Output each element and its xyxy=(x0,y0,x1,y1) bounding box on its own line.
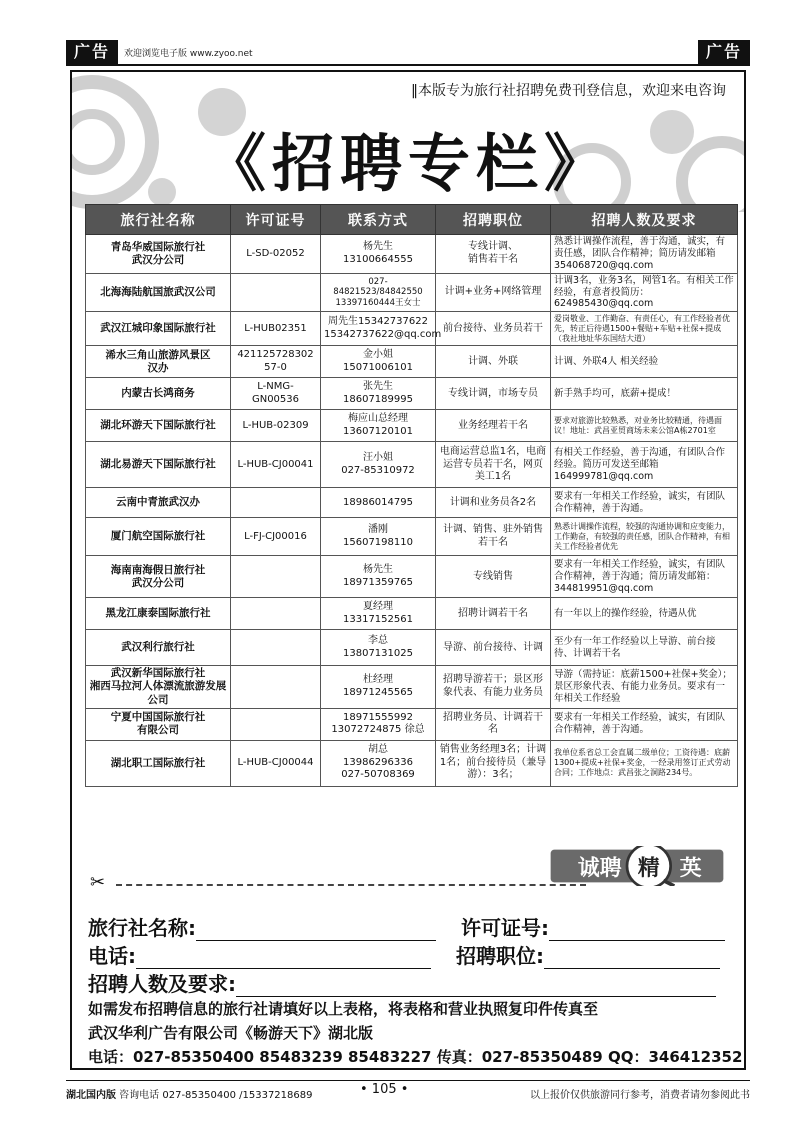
cut-line xyxy=(116,884,586,886)
cell-license: L-NMG-GN00536 xyxy=(231,378,321,410)
cell-contact: 027-84821523/84842550 13397160444王女士 xyxy=(321,273,436,312)
job-table xyxy=(85,204,738,787)
cell-name: 黑龙江康泰国际旅行社 xyxy=(86,598,231,630)
cell-name: 海南南海假日旅行社 武汉分公司 xyxy=(86,556,231,598)
ad-tag-left: 广告 xyxy=(66,40,118,64)
table-row xyxy=(86,273,738,312)
cell-license: L-HUB-CJ00041 xyxy=(231,442,321,488)
info-line-2: 武汉华利广告有限公司《畅游天下》湖北版 xyxy=(88,1024,374,1042)
cell-contact: 周先生15342737622 15342737622@qq.com xyxy=(321,312,436,346)
form-phone-field[interactable] xyxy=(136,951,431,969)
elite-badge-mid: 精 xyxy=(637,856,660,882)
cell-position: 专线销售 xyxy=(436,556,551,598)
cell-name: 宁夏中国国际旅行社 有限公司 xyxy=(86,708,231,740)
scissors-icon: ✂ xyxy=(90,872,106,893)
cell-license: L-HUB-02309 xyxy=(231,410,321,442)
cell-requirements: 熟悉计调操作流程，善于沟通，诚实，有责任感，团队合作精神；简历请发邮箱354068720@qq.com xyxy=(551,235,738,274)
table-row xyxy=(86,378,738,410)
form-req-label: 招聘人数及要求: xyxy=(88,972,236,996)
cell-position: 业务经理若干名 xyxy=(436,410,551,442)
footer-phone: 咨询电话 027-85350400 /15337218689 xyxy=(116,1090,313,1101)
cell-requirements: 要求有一年相关工作经验，诚实，有团队合作精神，善于沟通。 xyxy=(551,708,738,740)
cell-name: 武汉江城印象国际旅行社 xyxy=(86,312,231,346)
cell-position: 招聘计调若干名 xyxy=(436,598,551,630)
info-line-1: 如需发布招聘信息的旅行社请填好以上表格，将表格和营业执照复印件传真至 xyxy=(88,1000,599,1018)
cell-requirements: 要求对旅游比较熟悉，对业务比较精通，待遇面议！地址：武昌亚贸商场未来公馆A栋2701室 xyxy=(551,410,738,442)
cell-contact: 胡总 13986296336 027-50708369 xyxy=(321,740,436,786)
cell-license xyxy=(231,630,321,666)
footer-rule xyxy=(66,1080,750,1081)
cell-requirements: 有相关工作经验，善于沟通，有团队合作经验。简历可发送至邮箱164999781@qq.com xyxy=(551,442,738,488)
cell-license: L-SD-02052 xyxy=(231,235,321,274)
cell-position: 计调+业务+网络管理 xyxy=(436,273,551,312)
form-name-field[interactable] xyxy=(196,923,436,941)
table-row xyxy=(86,518,738,556)
cell-license xyxy=(231,556,321,598)
col-header-contact: 联系方式 xyxy=(321,205,436,235)
cell-position: 招聘业务员、计调若干名 xyxy=(436,708,551,740)
form-row-3 xyxy=(88,968,716,997)
cell-name: 浠水三角山旅游风景区 汉办 xyxy=(86,346,231,378)
cell-license xyxy=(231,488,321,518)
cell-contact: 杨先生 18971359765 xyxy=(321,556,436,598)
elite-badge xyxy=(542,846,732,886)
cell-position: 专线计调，市场专员 xyxy=(436,378,551,410)
cell-contact: 夏经理 13317152561 xyxy=(321,598,436,630)
cell-license xyxy=(231,598,321,630)
cell-requirements: 要求有一年相关工作经验，诚实，有团队合作精神，善于沟通；简历请发邮箱：344819951@qq.com xyxy=(551,556,738,598)
cell-position: 计调、销售、驻外销售若干名 xyxy=(436,518,551,556)
ad-tag-right: 广告 xyxy=(698,40,750,64)
cell-position: 招聘导游若干；景区形象代表、有能力业务员 xyxy=(436,666,551,708)
cell-requirements: 我单位系省总工会直属二级单位；工资待遇：底薪1300+提成+社保+奖金，一经录用签订正式劳动合同；工作地点：武昌张之洞路234号。 xyxy=(551,740,738,786)
cell-license: L-HUB-CJ00044 xyxy=(231,740,321,786)
cell-contact: 张先生 18607189995 xyxy=(321,378,436,410)
cell-name: 厦门航空国际旅行社 xyxy=(86,518,231,556)
col-header-license: 许可证号 xyxy=(231,205,321,235)
form-row-2 xyxy=(88,940,720,969)
info-line-3: 电话：027-85350400 85483239 85483227 传真：027-85350489 QQ：346412352 xyxy=(88,1048,743,1066)
table-row xyxy=(86,666,738,708)
notice-text: ‖本版专为旅行社招聘免费刊登信息，欢迎来电咨询 xyxy=(411,83,726,99)
table-row xyxy=(86,488,738,518)
table-row xyxy=(86,740,738,786)
cell-contact: 18986014795 xyxy=(321,488,436,518)
cell-license: 421125728302 57-0 xyxy=(231,346,321,378)
cell-license: L-FJ-CJ00016 xyxy=(231,518,321,556)
cell-position: 计调和业务员各2名 xyxy=(436,488,551,518)
cell-license xyxy=(231,666,321,708)
cell-license xyxy=(231,273,321,312)
cell-contact: 18971555992 13072724875 徐总 xyxy=(321,708,436,740)
page-number: • 105 • xyxy=(360,1082,409,1097)
cell-name: 内蒙古长鸿商务 xyxy=(86,378,231,410)
cell-requirements: 至少有一年工作经验以上导游、前台接待、计调若干名 xyxy=(551,630,738,666)
footer-disclaimer: 以上报价仅供旅游同行参考，消费者请勿参阅此书 xyxy=(530,1090,750,1101)
footer-edition: 湖北国内版 xyxy=(66,1090,116,1101)
cell-position: 电商运营总监1名，电商运营专员若干名，网页美工1名 xyxy=(436,442,551,488)
cell-requirements: 新手熟手均可，底薪+提成！ xyxy=(551,378,738,410)
cell-position: 专线计调、 销售若干名 xyxy=(436,235,551,274)
table-row xyxy=(86,410,738,442)
form-license-label: 许可证号: xyxy=(460,916,549,940)
table-row xyxy=(86,708,738,740)
col-header-requirements: 招聘人数及要求 xyxy=(551,205,738,235)
cell-name: 云南中青旅武汉办 xyxy=(86,488,231,518)
cell-position: 计调、外联 xyxy=(436,346,551,378)
col-header-position: 招聘职位 xyxy=(436,205,551,235)
cell-name: 青岛华威国际旅行社 武汉分公司 xyxy=(86,235,231,274)
elite-badge-right: 英 xyxy=(679,856,702,882)
top-rule xyxy=(66,64,750,66)
table-row xyxy=(86,598,738,630)
table-row xyxy=(86,556,738,598)
cell-requirements: 计调、外联4人 相关经验 xyxy=(551,346,738,378)
cell-contact: 汪小姐 027-85310972 xyxy=(321,442,436,488)
form-req-field[interactable] xyxy=(236,979,716,997)
form-license-field[interactable] xyxy=(549,923,725,941)
cell-contact: 杨先生 13100664555 xyxy=(321,235,436,274)
elite-badge-left: 诚聘 xyxy=(577,856,622,882)
form-position-field[interactable] xyxy=(544,951,720,969)
cell-name: 湖北易游天下国际旅行社 xyxy=(86,442,231,488)
table-header-row xyxy=(86,205,738,235)
page-title: 《招聘专栏》 xyxy=(203,127,612,200)
cell-position: 导游、前台接待、计调 xyxy=(436,630,551,666)
welcome-text: 欢迎浏览电子版 www.zyoo.net xyxy=(124,49,253,59)
cell-license xyxy=(231,708,321,740)
form-phone-label: 电话: xyxy=(88,944,136,968)
cell-contact: 潘刚 15607198110 xyxy=(321,518,436,556)
cell-contact: 梅应山总经理 13607120101 xyxy=(321,410,436,442)
table-row xyxy=(86,442,738,488)
cell-contact: 杜经理 18971245565 xyxy=(321,666,436,708)
cell-requirements: 有一年以上的操作经验，待遇从优 xyxy=(551,598,738,630)
cell-requirements: 导游（需持证：底薪1500+社保+奖金）；景区形象代表、有能力业务员。要求有一年相关工作经验 xyxy=(551,666,738,708)
form-position-label: 招聘职位: xyxy=(455,944,544,968)
form-name-label: 旅行社名称: xyxy=(88,916,196,940)
cell-name: 湖北职工国际旅行社 xyxy=(86,740,231,786)
cell-requirements: 爱岗敬业、工作勤奋、有责任心，有工作经验者优先，转正后待遇1500+餐贴+车贴+社保+提成（我社地址华东国结大道） xyxy=(551,312,738,346)
table-row xyxy=(86,630,738,666)
table-row xyxy=(86,312,738,346)
cell-name: 北海海陆航国旅武汉公司 xyxy=(86,273,231,312)
table-row xyxy=(86,346,738,378)
form-row-1 xyxy=(88,912,725,941)
cell-name: 湖北环游天下国际旅行社 xyxy=(86,410,231,442)
cell-position: 前台接待、业务员若干 xyxy=(436,312,551,346)
cell-requirements: 要求有一年相关工作经验，诚实，有团队合作精神，善于沟通。 xyxy=(551,488,738,518)
ad-frame xyxy=(70,70,746,1070)
footer-left xyxy=(66,1086,312,1101)
cell-contact: 金小姐 15071006101 xyxy=(321,346,436,378)
cell-contact: 李总 13807131025 xyxy=(321,630,436,666)
cell-name: 武汉新华国际旅行社 湘西马拉河人体漂流旅游发展公司 xyxy=(86,666,231,708)
cell-position: 销售业务经理3名；计调1名；前台接待员（兼导游）：3名； xyxy=(436,740,551,786)
cell-requirements: 计调3名，业务3名，网管1名。有相关工作经验，有意者投简历：624985430@qq.com xyxy=(551,273,738,312)
cell-name: 武汉利行旅行社 xyxy=(86,630,231,666)
cell-requirements: 熟悉计调操作流程，较强的沟通协调和应变能力，工作勤奋，有较强的责任感，团队合作精神，有相关工作经验者优先 xyxy=(551,518,738,556)
table-row xyxy=(86,235,738,274)
col-header-name: 旅行社名称 xyxy=(86,205,231,235)
cell-license: L-HUB02351 xyxy=(231,312,321,346)
